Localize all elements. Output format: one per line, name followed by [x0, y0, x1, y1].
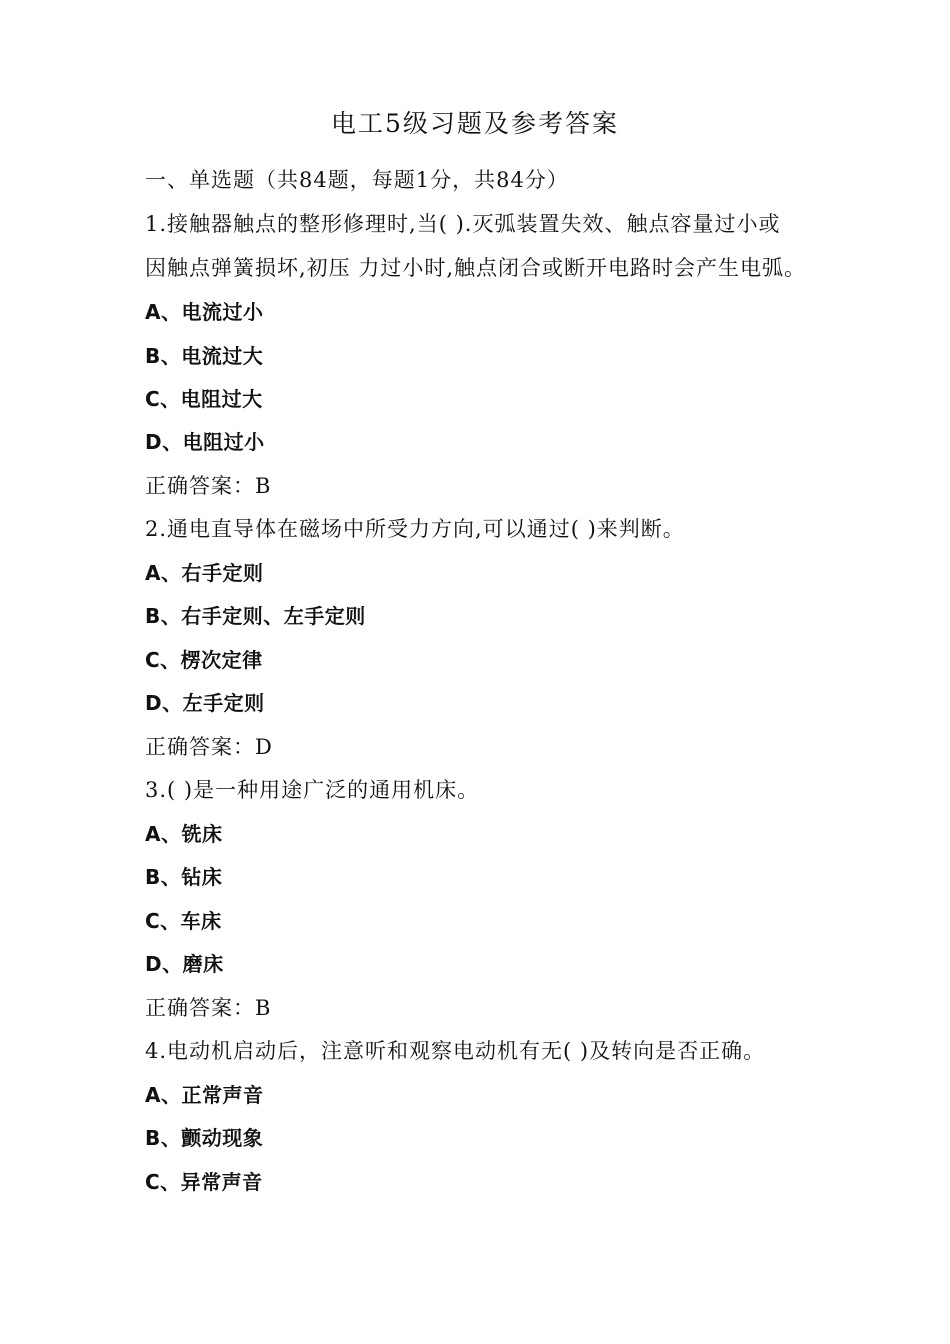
- question-1-option-d: D、电阻过小: [145, 430, 265, 454]
- question-1-stem-line-1: 1.接触器触点的整形修理时,当( ).灭弧装置失效、触点容量过小或: [145, 212, 781, 236]
- question-1-stem-line-2: 因触点弹簧损坏,初压 力过小时,触点闭合或断开电路时会产生电弧。: [145, 256, 807, 280]
- section-heading: 一、单选题（共84题，每题1分，共84分）: [145, 168, 569, 192]
- question-2-option-d: D、左手定则: [145, 691, 265, 715]
- question-2-stem-line-1: 2.通电直导体在磁场中所受力方向,可以通过( )来判断。: [145, 517, 685, 541]
- question-2-option-a: A、右手定则: [145, 561, 264, 585]
- question-3-stem-line-1: 3.( )是一种用途广泛的通用机床。: [145, 778, 480, 802]
- question-1-option-a: A、电流过小: [145, 300, 264, 324]
- question-4-option-c: C、异常声音: [145, 1170, 263, 1194]
- question-2-answer: 正确答案：D: [145, 735, 273, 759]
- question-2-option-c: C、楞次定律: [145, 648, 263, 672]
- question-3-option-a: A、铣床: [145, 822, 223, 846]
- question-1-answer: 正确答案：B: [145, 474, 272, 498]
- question-1-option-b: B、电流过大: [145, 344, 264, 368]
- question-4-option-a: A、正常声音: [145, 1083, 264, 1107]
- question-4-stem-line-1: 4.电动机启动后，注意听和观察电动机有无( )及转向是否正确。: [145, 1039, 766, 1063]
- question-3-answer: 正确答案：B: [145, 996, 272, 1020]
- question-4-option-b: B、颤动现象: [145, 1126, 264, 1150]
- question-2-option-b: B、右手定则、左手定则: [145, 604, 366, 628]
- document-title: 电工5级习题及参考答案: [331, 109, 619, 138]
- question-3-option-b: B、钻床: [145, 865, 223, 889]
- question-3-option-c: C、车床: [145, 909, 222, 933]
- question-1-option-c: C、电阻过大: [145, 387, 263, 411]
- question-3-option-d: D、磨床: [145, 952, 224, 976]
